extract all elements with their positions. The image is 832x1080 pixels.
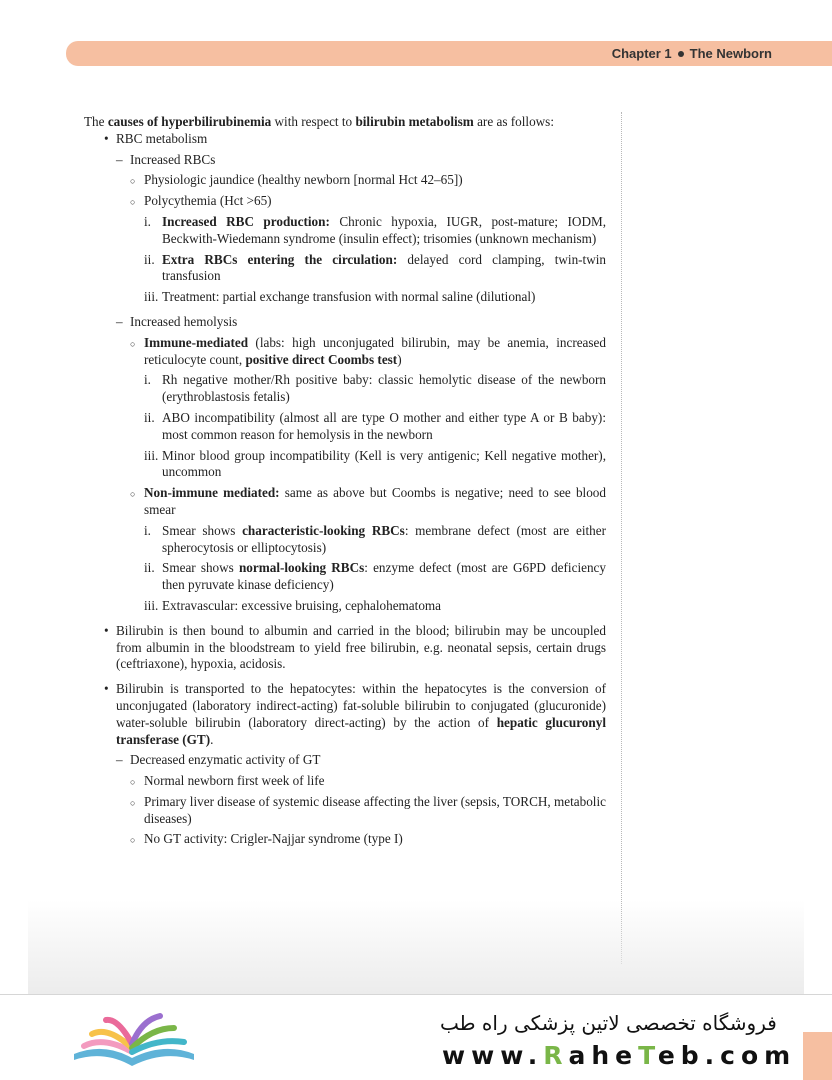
roman-numeral: i.	[144, 372, 151, 388]
dash-icon: –	[116, 752, 123, 768]
url-part-accent: R	[543, 1041, 569, 1070]
item-text: (labs: high unconjugated bilirubin, may be anemia, increased reticulocyte count,	[144, 334, 606, 367]
roman-numeral: iii.	[144, 597, 159, 613]
list-item-characteristic-rbcs	[84, 523, 606, 557]
circle-bullet-icon: ○	[130, 835, 136, 846]
item-text: : membrane defect (most are either spherocytosis or elliptocytosis)	[162, 522, 607, 555]
url-part: www.	[442, 1041, 544, 1070]
item-bold: Non-immune mediated:	[144, 485, 280, 501]
page-bottom-shadow	[28, 900, 804, 994]
list-item-polycythemia	[84, 193, 606, 210]
intro-paragraph	[84, 114, 606, 131]
item-text: same as above but Coombs is negative; need to see blood smear	[144, 485, 606, 517]
item-text: )	[397, 351, 402, 367]
list-item-no-gt	[84, 831, 606, 848]
list-item-non-immune	[84, 485, 606, 519]
roman-numeral: ii.	[144, 560, 155, 576]
list-item-extra-rbcs	[84, 252, 606, 286]
intro-bold: bilirubin metabolism	[355, 114, 474, 129]
circle-bullet-icon: ○	[130, 489, 136, 500]
intro-text: with respect to	[271, 114, 356, 129]
item-bold: Extra RBCs entering the circulation:	[162, 251, 398, 267]
item-bold: Increased RBC production:	[162, 213, 330, 229]
list-item-rbc-production	[84, 214, 606, 248]
item-text: No GT activity: Crigler-Najjar syndrome (type I)	[144, 831, 403, 847]
page-edge-tab	[803, 1032, 832, 1080]
circle-bullet-icon: ○	[130, 777, 136, 788]
item-text: Smear shows	[162, 560, 239, 576]
item-bold: characteristic-looking RBCs	[242, 522, 405, 538]
running-head	[612, 46, 772, 61]
item-text: delayed cord clamping, twin-twin transfusion	[162, 251, 606, 284]
list-item-normal-rbcs	[84, 560, 606, 594]
list-item-rh	[84, 372, 606, 406]
item-text: Chronic hypoxia, IUGR, post-mature; IODM, Beckwith-Wiedemann syndrome (insulin effect); trisomies (unknown mechanism)	[162, 213, 606, 246]
list-item-immune-mediated	[84, 335, 606, 369]
item-text: : enzyme defect (most are G6PD deficiency then pyruvate kinase deficiency)	[162, 560, 607, 593]
chapter-label: Chapter 1	[611, 46, 672, 61]
list-item-hepatocytes	[84, 681, 606, 748]
item-text: RBC metabolism	[116, 130, 208, 146]
roman-numeral: i.	[144, 522, 151, 538]
list-item-abo	[84, 410, 606, 444]
item-bold: positive direct Coombs test	[245, 351, 398, 367]
bullet-icon: •	[104, 622, 109, 638]
footer-divider	[0, 994, 832, 995]
list-item-treatment	[84, 289, 606, 306]
bullet-icon: •	[104, 130, 109, 146]
list-item-extravascular	[84, 598, 606, 615]
dash-icon: –	[116, 313, 123, 329]
item-text: Rh negative mother/Rh positive baby: classic hemolytic disease of the newborn (erythroblastosis fetalis)	[162, 372, 606, 405]
url-part-accent: T	[638, 1041, 658, 1070]
roman-numeral: i.	[144, 213, 151, 229]
bullet-icon: •	[104, 681, 109, 697]
open-book-logo-icon	[70, 1008, 198, 1070]
separator-dot-icon	[678, 51, 684, 57]
list-item-physiologic-jaundice	[84, 172, 606, 189]
intro-bold: causes of hyperbilirubinemia	[107, 114, 272, 129]
item-text: Primary liver disease of systemic disease affecting the liver (sepsis, TORCH, metabolic diseases)	[144, 793, 606, 826]
item-text: Increased hemolysis	[130, 313, 238, 329]
circle-bullet-icon: ○	[130, 797, 136, 808]
list-item-decreased-gt	[84, 752, 606, 769]
roman-numeral: ii.	[144, 409, 155, 425]
dash-icon: –	[116, 151, 123, 167]
circle-bullet-icon: ○	[130, 176, 136, 187]
item-text: Extravascular: excessive bruising, cephalohematoma	[162, 597, 442, 613]
item-text: Increased RBCs	[130, 151, 216, 167]
roman-numeral: iii.	[144, 289, 159, 305]
item-text: Normal newborn first week of life	[144, 773, 325, 789]
intro-text: The	[84, 114, 108, 129]
chapter-title: The Newborn	[689, 46, 772, 61]
item-bold: normal-looking RBCs	[238, 560, 365, 576]
item-text: ABO incompatibility (almost all are type O mother and either type A or B baby): most common reason for hemolysis in the newborn	[162, 409, 606, 442]
intro-text: are as follows:	[473, 114, 554, 129]
shop-name: فروشگاه تخصصی لاتین پزشکی راه طب	[440, 1011, 777, 1035]
url-part: eb.com	[657, 1041, 797, 1070]
list-item-increased-rbcs	[84, 152, 606, 169]
list-item-increased-hemolysis	[84, 314, 606, 331]
margin-rule	[621, 112, 622, 964]
item-text: Smear shows	[162, 522, 243, 538]
url-part: ahe	[568, 1041, 639, 1070]
item-text: Bilirubin is then bound to albumin and carried in the blood; bilirubin may be uncoupled from albumin in the bloodstream to yield free bilirubin, e.g. neonatal sepsis, certain drugs (ceftriaxone), hypoxia, acidosis.	[116, 622, 606, 672]
list-item-primary-liver	[84, 794, 606, 828]
item-text: Decreased enzymatic activity of GT	[130, 752, 321, 768]
item-text: Physiologic jaundice (healthy newborn [normal Hct 42–65])	[144, 172, 463, 188]
list-item-normal-newborn	[84, 773, 606, 790]
list-item-minor-blood-group	[84, 448, 606, 482]
shop-url-link[interactable]	[442, 1041, 796, 1070]
item-bold: hepatic glucuronyl transferase (GT)	[116, 714, 606, 747]
list-item-rbc-metabolism	[84, 131, 606, 148]
circle-bullet-icon: ○	[130, 338, 136, 349]
roman-numeral: iii.	[144, 447, 159, 463]
circle-bullet-icon: ○	[130, 197, 136, 208]
list-item-albumin	[84, 623, 606, 673]
roman-numeral: ii.	[144, 251, 155, 267]
item-text: .	[210, 731, 214, 747]
item-text: Treatment: partial exchange transfusion with normal saline (dilutional)	[162, 289, 536, 305]
item-text: Minor blood group incompatibility (Kell is very antigenic; Kell negative mother), uncommon	[162, 447, 606, 480]
item-bold: Immune-mediated	[144, 334, 249, 350]
item-text: Polycythemia (Hct >65)	[144, 193, 272, 209]
page-body	[84, 114, 606, 852]
item-text: Bilirubin is transported to the hepatocytes: within the hepatocytes is the conversion of unconjugated (laboratory indirect-acting) fat-soluble bilirubin to conjugated (glucuronide) water-soluble bilirubin (laboratory direct-acting) by the action of	[116, 681, 606, 730]
